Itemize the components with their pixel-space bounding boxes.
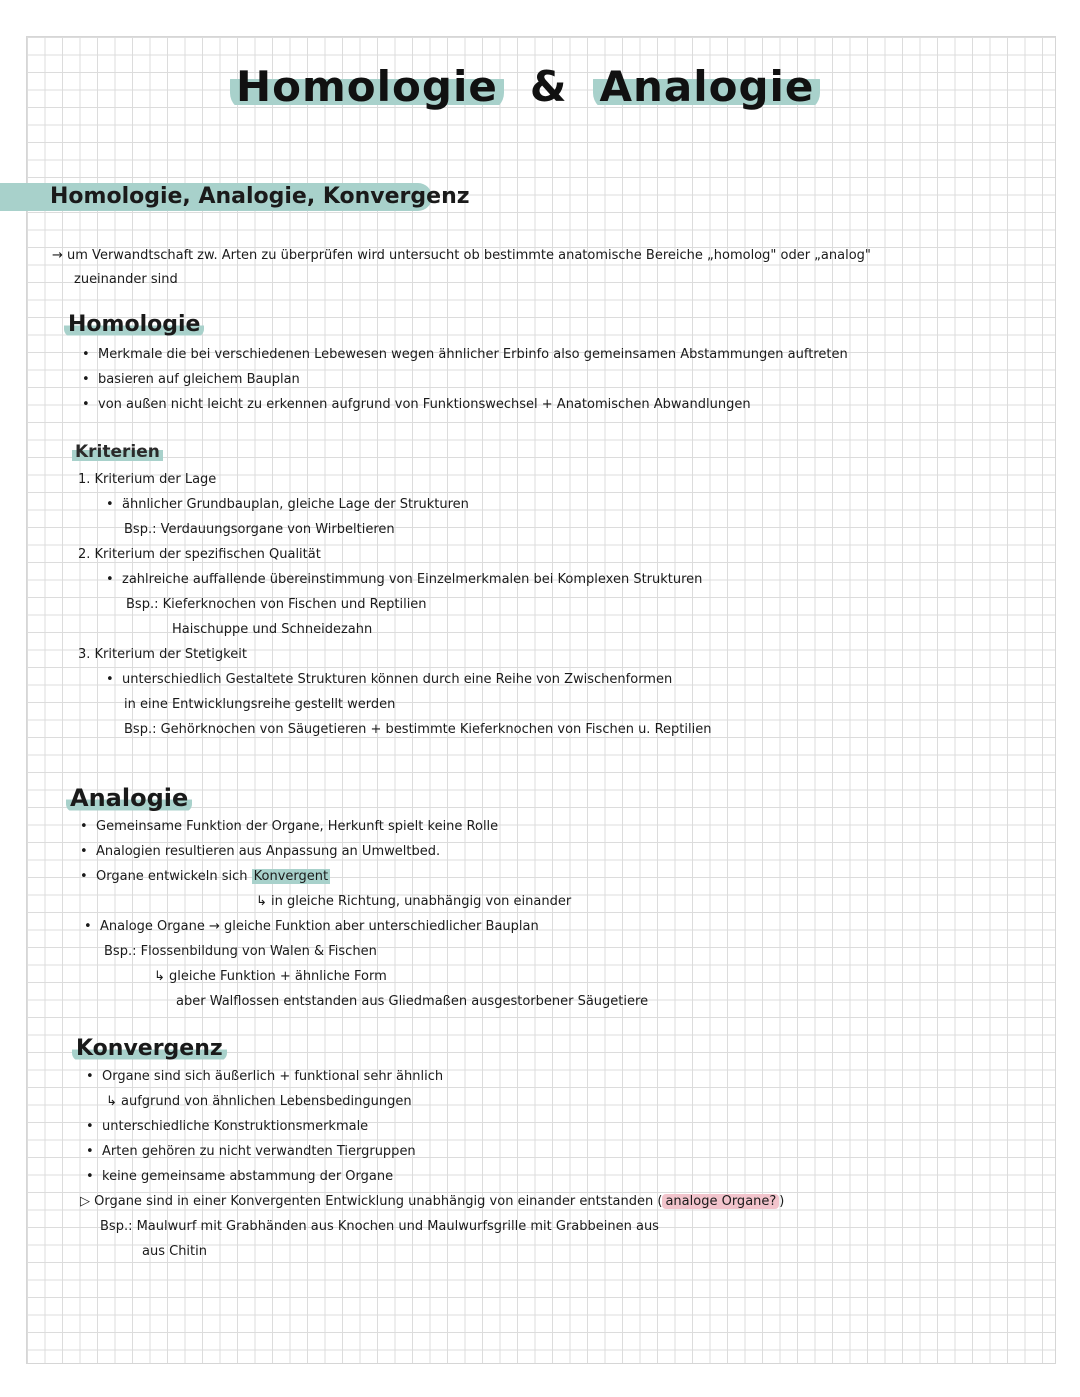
konvergenz-conclusion-text: ▷ Organe sind in einer Konvergenten Entwicklung unabhängig von einander entstanden ( bbox=[80, 1194, 663, 1209]
analogie-example-2: ↳ gleiche Funktion + ähnliche Form bbox=[154, 969, 387, 984]
konvergenz-bullet-1: • Organe sind sich äußerlich + funktional sehr ähnlich bbox=[102, 1069, 443, 1084]
analogie-example-1: Bsp.: Flossenbildung von Walen & Fischen bbox=[104, 944, 377, 959]
kriterium-3-title: 3. Kriterium der Stetigkeit bbox=[78, 647, 247, 662]
intro-line-2: zueinander sind bbox=[74, 272, 178, 287]
homologie-bullet-2: • basieren auf gleichem Bauplan bbox=[98, 372, 300, 387]
heading-kriterien: Kriterien bbox=[72, 442, 163, 462]
title-word-homologie: Homologie bbox=[230, 62, 504, 111]
analogie-bullet-4: • Analoge Organe → gleiche Funktion aber unterschiedlicher Bauplan bbox=[100, 919, 539, 934]
section-heading: Homologie, Analogie, Konvergenz bbox=[50, 184, 470, 209]
title-ampersand: & bbox=[529, 62, 568, 111]
homologie-bullet-1: • Merkmale die bei verschiedenen Lebewesen wegen ähnlicher Erbinfo also gemeinsamen Abstammungen auftreten bbox=[98, 347, 848, 362]
konvergenz-bullet-4: • keine gemeinsame abstammung der Organe bbox=[102, 1169, 393, 1184]
analogie-bullet-3-text: Organe entwickeln sich bbox=[96, 869, 248, 884]
konvergenz-bullet-3: • Arten gehören zu nicht verwandten Tiergruppen bbox=[102, 1144, 416, 1159]
konvergenz-example-2: aus Chitin bbox=[142, 1244, 207, 1259]
analoge-organe-highlight: analoge Organe? bbox=[662, 1194, 779, 1209]
heading-homologie: Homologie bbox=[64, 312, 204, 337]
kriterium-3-bullet-2: in eine Entwicklungsreihe gestellt werden bbox=[124, 697, 396, 712]
kriterium-2-title: 2. Kriterium der spezifischen Qualität bbox=[78, 547, 321, 562]
kriterium-2-example-1: Bsp.: Kieferknochen von Fischen und Reptilien bbox=[126, 597, 427, 612]
analogie-bullet-1: • Gemeinsame Funktion der Organe, Herkunft spielt keine Rolle bbox=[96, 819, 498, 834]
konvergenz-conclusion-close: ) bbox=[779, 1194, 785, 1209]
konvergenz-bullet-1-sub: ↳ aufgrund von ähnlichen Lebensbedingungen bbox=[106, 1094, 412, 1109]
kriterium-2-bullet: • zahlreiche auffallende übereinstimmung von Einzelmerkmalen bei Komplexen Strukturen bbox=[122, 572, 702, 587]
konvergent-highlight: Konvergent bbox=[253, 869, 329, 884]
konvergenz-conclusion bbox=[80, 1194, 784, 1209]
heading-analogie: Analogie bbox=[66, 784, 192, 812]
page-title bbox=[230, 62, 820, 111]
kriterium-1-example: Bsp.: Verdauungsorgane von Wirbeltieren bbox=[124, 522, 395, 537]
konvergenz-bullet-2: • unterschiedliche Konstruktionsmerkmale bbox=[102, 1119, 368, 1134]
analogie-example-3: aber Walflossen entstanden aus Gliedmaßen ausgestorbener Säugetiere bbox=[176, 994, 649, 1009]
konvergenz-example-1: Bsp.: Maulwurf mit Grabhänden aus Knochen und Maulwurfsgrille mit Grabbeinen aus bbox=[100, 1219, 659, 1234]
heading-konvergenz: Konvergenz bbox=[72, 1036, 227, 1061]
analogie-bullet-2: • Analogien resultieren aus Anpassung an Umweltbed. bbox=[96, 844, 440, 859]
homologie-bullet-3: • von außen nicht leicht zu erkennen aufgrund von Funktionswechsel + Anatomischen Abwandlungen bbox=[98, 397, 751, 412]
kriterium-3-bullet-1: • unterschiedlich Gestaltete Strukturen können durch eine Reihe von Zwischenformen bbox=[122, 672, 672, 687]
intro-line-1: → um Verwandtschaft zw. Arten zu überprüfen wird untersucht ob bestimmte anatomische Bereiche „homolog" oder „analog" bbox=[52, 248, 871, 263]
analogie-bullet-3-sub: ↳ in gleiche Richtung, unabhängig von einander bbox=[256, 894, 572, 909]
analogie-bullet-3 bbox=[96, 869, 330, 884]
kriterium-2-example-2: Haischuppe und Schneidezahn bbox=[172, 622, 373, 637]
kriterium-1-title: 1. Kriterium der Lage bbox=[78, 472, 217, 487]
title-word-analogie: Analogie bbox=[593, 62, 820, 111]
kriterium-1-bullet: • ähnlicher Grundbauplan, gleiche Lage der Strukturen bbox=[122, 497, 469, 512]
kriterium-3-example: Bsp.: Gehörknochen von Säugetieren + bestimmte Kieferknochen von Fischen u. Reptilien bbox=[124, 722, 712, 737]
